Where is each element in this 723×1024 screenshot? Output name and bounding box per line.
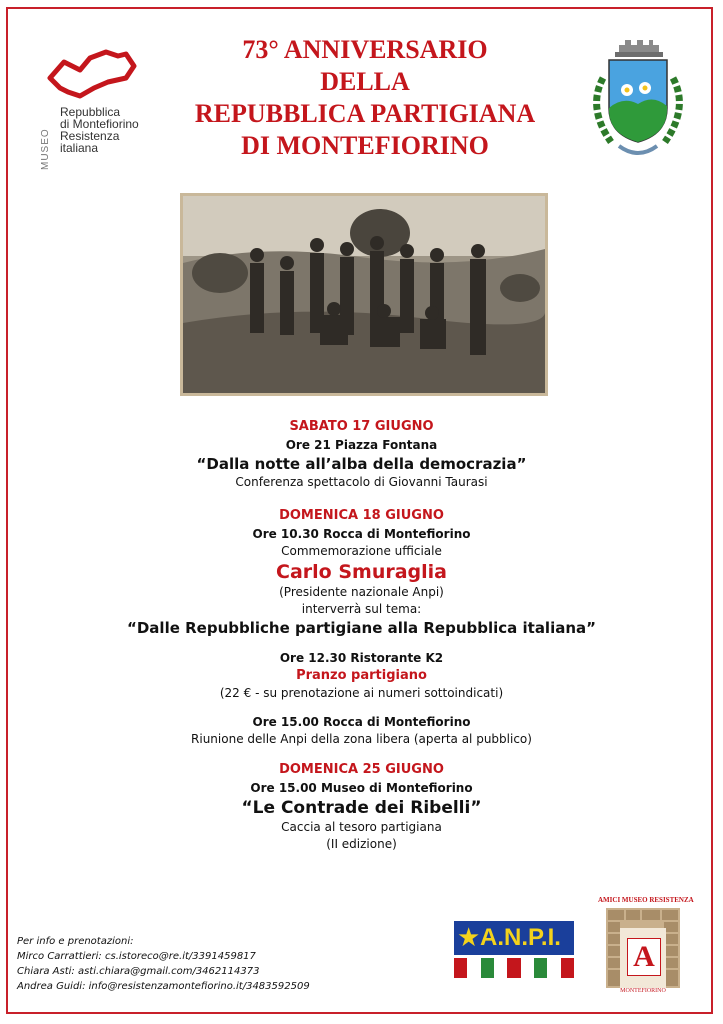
event-description: Riunione delle Anpi della zona libera (aperta al pubblico) [191,732,532,746]
event-time-place: Ore 15.00 Rocca di Montefiorino [252,715,471,729]
star-icon: ★ [457,923,481,953]
anpi-banner [454,921,574,955]
title-line: REPUBBLICA PARTIGIANA [194,99,536,128]
event-description: Conferenza spettacolo di Giovanni Taurasi [235,475,488,489]
event-program [0,417,723,853]
contact-line[interactable]: Chiara Asti: asti.chiara@gmail.com/3462114373 [17,966,260,977]
speaker-name: Carlo Smuraglia [276,561,447,583]
title-line: 73° ANNIVERSARIO [242,35,488,64]
contact-heading: Per info e prenotazioni: [17,936,134,947]
event-date: DOMENICA 25 GIUGNO [279,762,444,777]
event-time-place: Ore 21 Piazza Fontana [285,438,438,452]
amici-bottom-text: MONTEFIORINO [620,988,666,994]
amici-museo-logo [598,896,694,996]
museum-line: Repubblica [60,105,121,119]
title-line: DELLA [320,67,410,96]
anpi-logo [454,921,574,978]
museum-line: Resistenza [60,129,120,143]
contact-line[interactable]: Andrea Guidi: info@resistenzamontefiorino.it/3483592509 [17,981,310,992]
event-description: interverrà sul tema: [301,602,422,616]
museum-line: italiana [60,141,99,155]
event-highlight: Pranzo partigiano [296,668,427,683]
event-title: “Le Contrade dei Ribelli” [241,798,482,818]
event-description: Caccia al tesoro partigiana [281,820,442,834]
event-description: (II edizione) [326,837,397,851]
event-time-place: Ore 15.00 Museo di Montefiorino [250,781,473,795]
italian-flag-icon [454,958,574,978]
contact-line[interactable]: Mirco Carrattieri: cs.istoreco@re.it/3391459817 [17,951,256,962]
museum-line: di Montefiorino [60,117,139,131]
event-description: Commemorazione ufficiale [281,544,442,558]
event-time-place: Ore 10.30 Rocca di Montefiorino [252,527,471,541]
title-line: DI MONTEFIORINO [241,131,489,160]
speaker-role: (Presidente nazionale Anpi) [279,585,444,599]
amici-top-text: AMICI MUSEO RESISTENZA [598,896,694,904]
page-title [160,34,570,162]
event-time-place: Ore 12.30 Ristorante K2 [279,651,444,665]
event-title: “Dalle Repubbliche partigiane alla Repubblica italiana” [127,619,596,637]
museum-vertical-label: MUSEO [40,128,51,170]
contact-info [17,934,310,994]
amici-letter: A [627,938,661,976]
event-date: SABATO 17 GIUGNO [289,419,434,434]
event-date: DOMENICA 18 GIUGNO [279,508,444,523]
museum-name [60,106,139,154]
anpi-text: A.N.P.I. [480,924,561,951]
map-outline-icon [46,48,140,100]
municipal-crest-icon [583,38,693,163]
museum-logo [40,48,160,168]
historic-partisans-photo [180,193,548,396]
event-title: “Dalla notte all’alba della democrazia” [196,455,527,473]
event-description: (22 € - su prenotazione ai numeri sottoindicati) [219,686,504,700]
